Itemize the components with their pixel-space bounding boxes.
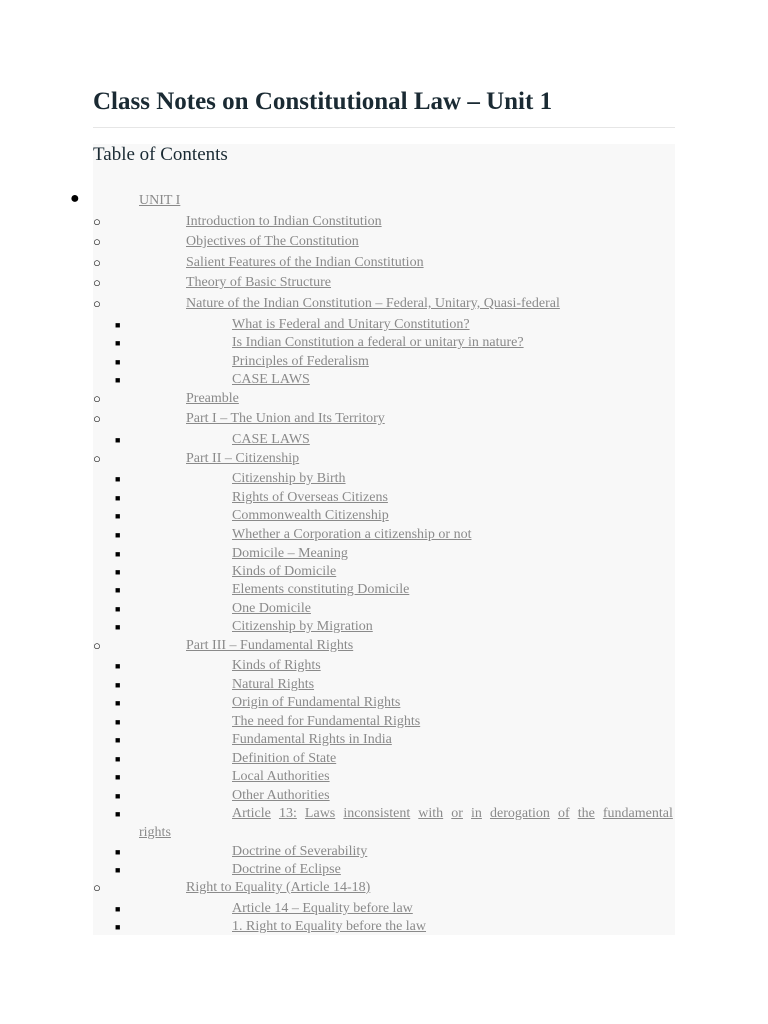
toc-link[interactable]: Local Authorities (232, 769, 330, 784)
toc-link-word: or (451, 806, 463, 821)
toc-link[interactable]: Salient Features of the Indian Constitution (186, 255, 424, 270)
toc-link[interactable]: Rights of Overseas Citizens (232, 490, 388, 505)
toc-link[interactable]: Is Indian Constitution a federal or unitary in nature? (232, 335, 524, 350)
toc-heading: Table of Contents (93, 144, 228, 165)
bullet-icon: ○ (93, 638, 101, 653)
bullet-icon: ■ (115, 511, 121, 521)
toc-link[interactable]: Nature of the Indian Constitution – Federal, Unitary, Quasi-federal (186, 296, 560, 311)
bullet-icon: ■ (115, 585, 121, 595)
toc-link[interactable]: CASE LAWS (232, 432, 310, 447)
bullet-icon: ○ (93, 296, 101, 311)
toc-link[interactable]: Introduction to Indian Constitution (186, 214, 382, 229)
toc-link[interactable]: Part II – Citizenship (186, 451, 300, 466)
bullet-icon: ■ (115, 357, 121, 367)
bullet-icon: ■ (115, 922, 121, 932)
toc-link[interactable]: Preamble (186, 391, 239, 406)
toc-link[interactable]: Part III – Fundamental Rights (186, 638, 354, 653)
toc-link[interactable]: 1. Right to Equality before the law (232, 919, 427, 934)
toc-link[interactable]: Kinds of Rights (232, 658, 321, 673)
bullet-icon: ■ (115, 320, 121, 330)
toc-link[interactable]: UNIT I (139, 193, 181, 208)
bullet-icon: ○ (93, 880, 101, 895)
bullet-icon: ■ (115, 791, 121, 801)
toc-link[interactable]: Whether a Corporation a citizenship or not (232, 527, 472, 542)
bullet-icon: ■ (115, 717, 121, 727)
toc-link[interactable]: Fundamental Rights in India (232, 732, 392, 747)
bullet-icon: ● (70, 190, 80, 207)
toc-link[interactable]: Doctrine of Severability (232, 844, 368, 859)
toc-link-word: the (577, 806, 595, 821)
bullet-icon: ○ (93, 411, 101, 426)
toc-link-word: Laws (304, 806, 336, 821)
toc-link[interactable]: What is Federal and Unitary Constitution? (232, 317, 470, 332)
bullet-icon: ■ (115, 604, 121, 614)
toc-link[interactable]: Citizenship by Birth (232, 471, 346, 486)
toc-link[interactable]: Other Authorities (232, 788, 330, 803)
toc-link[interactable]: Right to Equality (Article 14-18) (186, 880, 371, 895)
toc-link[interactable]: Doctrine of Eclipse (232, 862, 341, 877)
bullet-icon: ○ (93, 275, 101, 290)
bullet-icon: ■ (115, 338, 121, 348)
bullet-icon: ■ (115, 474, 121, 484)
toc-link[interactable]: Commonwealth Citizenship (232, 508, 389, 523)
bullet-icon: ■ (115, 661, 121, 671)
toc-link-word: of (557, 806, 570, 821)
toc-link-word: Article (232, 806, 271, 821)
bullet-icon: ■ (115, 754, 121, 764)
bullet-icon: ■ (115, 847, 121, 857)
bullet-icon: ■ (115, 698, 121, 708)
bullet-icon: ■ (115, 549, 121, 559)
toc-link[interactable]: Domicile – Meaning (232, 546, 348, 561)
bullet-icon: ■ (115, 530, 121, 540)
toc-link[interactable]: Citizenship by Migration (232, 619, 373, 634)
toc-link[interactable]: The need for Fundamental Rights (232, 714, 421, 729)
bullet-icon: ■ (115, 809, 121, 819)
bullet-icon: ■ (115, 622, 121, 632)
bullet-icon: ○ (93, 214, 101, 229)
bullet-icon: ■ (115, 493, 121, 503)
toc-link[interactable]: Principles of Federalism (232, 354, 369, 369)
toc-link[interactable]: Theory of Basic Structure (186, 275, 332, 290)
toc-link-word: 13: (278, 806, 297, 821)
toc-link[interactable]: One Domicile (232, 601, 311, 616)
toc-link[interactable]: Kinds of Domicile (232, 564, 337, 579)
bullet-icon: ■ (115, 904, 121, 914)
toc-link-word: with (418, 806, 444, 821)
toc-link[interactable] (232, 805, 673, 823)
toc-link-word: in (471, 806, 482, 821)
toc-link[interactable]: Part I – The Union and Its Territory (186, 411, 385, 426)
bullet-icon: ■ (115, 680, 121, 690)
bullet-icon: ○ (93, 234, 101, 249)
bullet-icon: ○ (93, 391, 101, 406)
toc-link[interactable]: Elements constituting Domicile (232, 582, 410, 597)
toc-link[interactable]: Origin of Fundamental Rights (232, 695, 401, 710)
toc-link-continuation[interactable]: rights (139, 825, 171, 840)
bullet-icon: ■ (115, 567, 121, 577)
toc-link[interactable]: CASE LAWS (232, 372, 310, 387)
bullet-icon: ■ (115, 772, 121, 782)
bullet-icon: ■ (115, 865, 121, 875)
toc-link-word: derogation (489, 806, 550, 821)
toc-link-word: inconsistent (343, 806, 411, 821)
toc-link[interactable]: Article 14 – Equality before law (232, 901, 413, 916)
page-title: Class Notes on Constitutional Law – Unit 1 (93, 88, 553, 115)
toc-link[interactable]: Natural Rights (232, 677, 315, 692)
toc-link-word: fundamental (602, 806, 673, 821)
toc-link[interactable]: Definition of State (232, 751, 337, 766)
bullet-icon: ○ (93, 451, 101, 466)
toc-link[interactable]: Objectives of The Constitution (186, 234, 359, 249)
bullet-icon: ■ (115, 375, 121, 385)
bullet-icon: ■ (115, 735, 121, 745)
bullet-icon: ■ (115, 435, 121, 445)
bullet-icon: ○ (93, 255, 101, 270)
